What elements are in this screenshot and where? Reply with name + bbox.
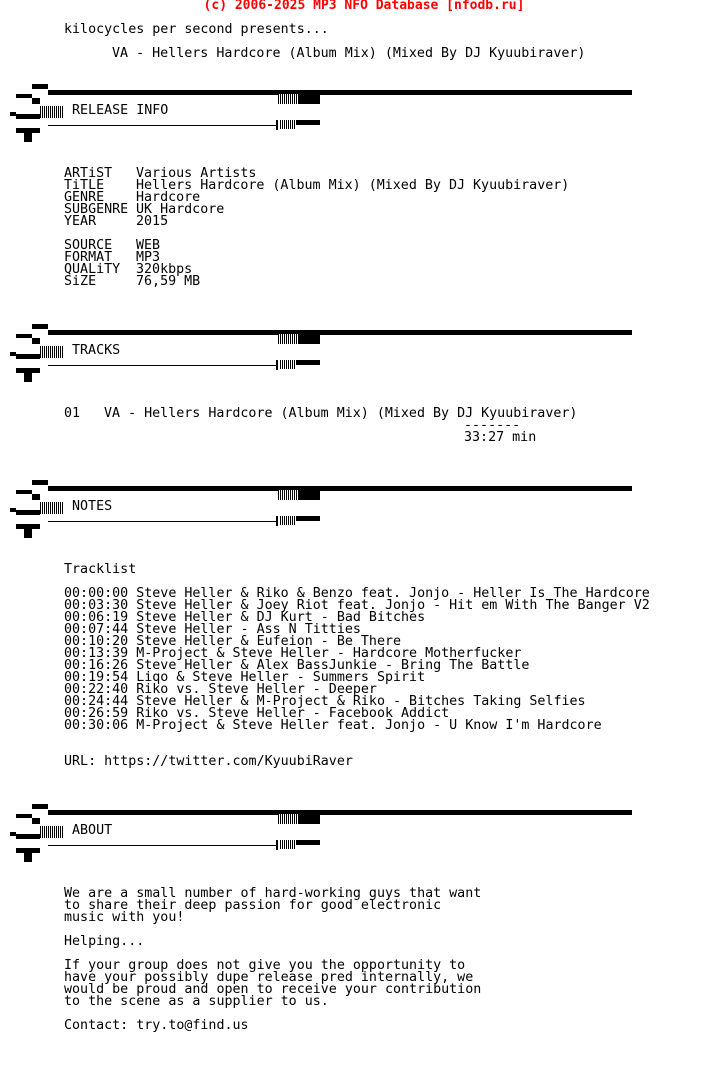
- section-title: ABOUT: [72, 823, 113, 838]
- info-value: MP3: [136, 250, 161, 265]
- info-key: TiTLE: [64, 178, 105, 193]
- about-line: have your possibly dupe release pred internally, we: [64, 970, 474, 985]
- info-key: YEAR: [64, 214, 97, 229]
- info-key: GENRE: [64, 190, 105, 205]
- url-line[interactable]: URL: https://twitter.com/KyuubiRaver: [64, 754, 353, 769]
- tracklist-entry: 00:30:06 M-Project & Steve Heller feat. Jonjo - U Know I'm Hardcore: [64, 718, 602, 733]
- section-header-tracks: [0, 324, 728, 380]
- about-line: We are a small number of hard-working guys that want: [64, 886, 482, 901]
- tracklist-entry: 00:06:19 Steve Heller & DJ Kurt - Bad Bitches: [64, 610, 426, 625]
- tracklist-entry: 00:03:30 Steve Heller & Joey Riot feat. Jonjo - Hit em With The Banger V2: [64, 598, 650, 613]
- info-key: ARTiST: [64, 166, 113, 181]
- about-line: to the scene as a supplier to us.: [64, 994, 329, 1009]
- info-key: SiZE: [64, 274, 97, 289]
- tracklist-heading: Tracklist: [64, 562, 137, 577]
- tracklist-entry: 00:24:44 Steve Heller & M-Project & Riko - Bitches Taking Selfies: [64, 694, 586, 709]
- tracklist-entry: 00:19:54 Liqo & Steve Heller - Summers Spirit: [64, 670, 426, 685]
- tracklist-entry: 00:26:59 Riko vs. Steve Heller - Facebook Addict: [64, 706, 450, 721]
- section-title: NOTES: [72, 499, 113, 514]
- section-header-release-info: [0, 84, 728, 140]
- tracklist-entry: 00:00:00 Steve Heller & Riko & Benzo feat. Jonjo - Heller Is The Hardcore: [64, 586, 650, 601]
- about-line: Contact: try.to@find.us: [64, 1018, 249, 1033]
- about-line: If your group does not give you the opportunity to: [64, 958, 466, 973]
- info-value: 320kbps: [136, 262, 193, 277]
- track-separator: -------: [464, 418, 521, 433]
- release-title-line: VA - Hellers Hardcore (Album Mix) (Mixed By DJ Kyuubiraver): [112, 46, 586, 61]
- info-value: 2015: [136, 214, 169, 229]
- info-value: Hardcore: [136, 190, 201, 205]
- info-value: WEB: [136, 238, 161, 253]
- about-line: music with you!: [64, 910, 185, 925]
- info-key: SOURCE: [64, 238, 113, 253]
- info-value: 76,59 MB: [136, 274, 201, 289]
- info-key: FORMAT: [64, 250, 113, 265]
- about-line: to share their deep passion for good electronic: [64, 898, 442, 913]
- tracklist-entry: 00:22:40 Riko vs. Steve Heller - Deeper: [64, 682, 377, 697]
- section-title: RELEASE INFO: [72, 103, 169, 118]
- info-value: Various Artists: [136, 166, 257, 181]
- section-header-notes: [0, 480, 728, 536]
- presents-line: kilocycles per second presents...: [64, 22, 329, 37]
- section-header-about: [0, 804, 728, 860]
- tracklist-entry: 00:13:39 M-Project & Steve Heller - Hardcore Motherfucker: [64, 646, 522, 661]
- tracklist-entry: 00:16:26 Steve Heller & Alex BassJunkie - Bring The Battle: [64, 658, 530, 673]
- info-value: UK Hardcore: [136, 202, 225, 217]
- tracklist-entry: 00:10:20 Steve Heller & Eufeion - Be There: [64, 634, 402, 649]
- track-total-length: 33:27 min: [464, 430, 537, 445]
- section-title: TRACKS: [72, 343, 121, 358]
- copyright-banner: (c) 2006-2025 MP3 NFO Database [nfodb.ru]: [203, 0, 525, 13]
- about-line: Helping...: [64, 934, 145, 949]
- track-title: VA - Hellers Hardcore (Album Mix) (Mixed By DJ Kyuubiraver): [104, 406, 578, 421]
- info-key: QUALiTY: [64, 262, 121, 277]
- track-number: 01: [64, 406, 81, 421]
- about-line: would be proud and open to receive your contribution: [64, 982, 482, 997]
- tracklist-entry: 00:07:44 Steve Heller - Ass N Titties: [64, 622, 361, 637]
- info-key: SUBGENRE: [64, 202, 129, 217]
- info-value: Hellers Hardcore (Album Mix) (Mixed By DJ Kyuubiraver): [136, 178, 570, 193]
